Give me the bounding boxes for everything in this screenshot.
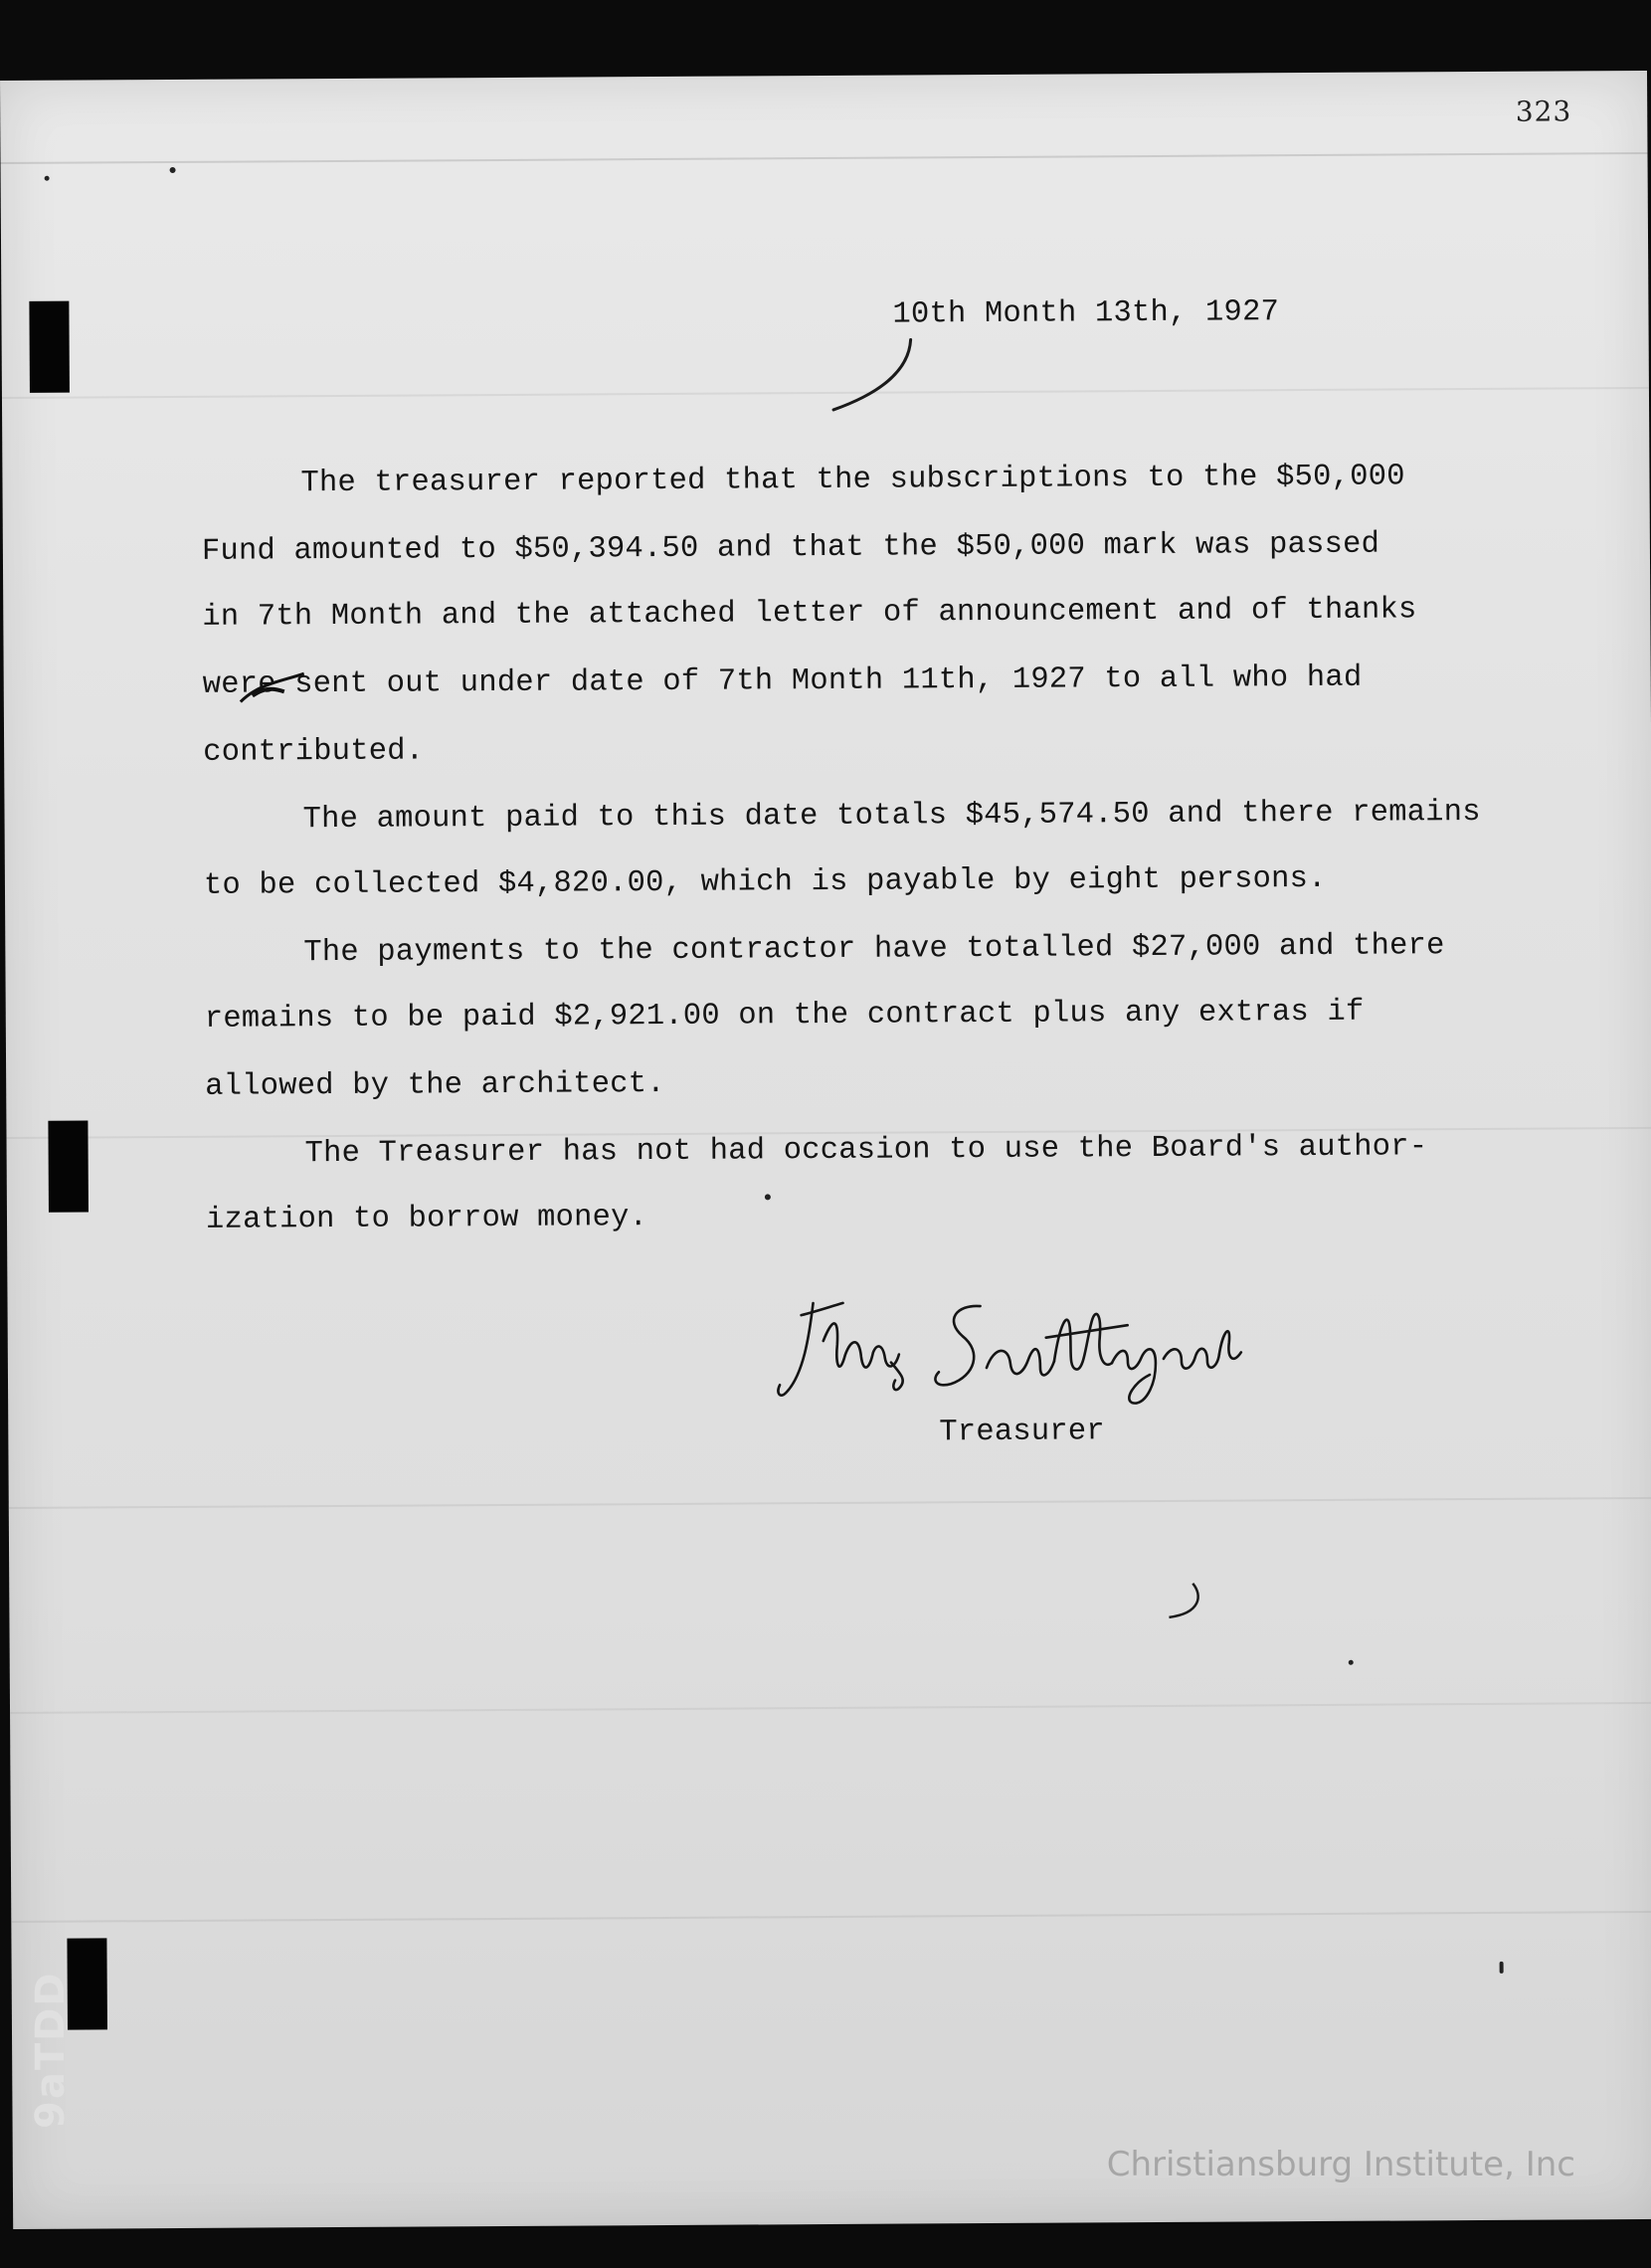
archive-watermark: Christiansburg Institute, Inc bbox=[1106, 2145, 1575, 2184]
archive-side-code: 9aTDD bbox=[28, 1971, 74, 2129]
document-page bbox=[0, 71, 1651, 2229]
rule-line bbox=[9, 1497, 1651, 1509]
rule-line bbox=[2, 387, 1649, 399]
dust-speck bbox=[45, 176, 50, 181]
paragraph-1-line-5: contributed. bbox=[203, 734, 425, 770]
handwritten-signature bbox=[773, 1282, 1291, 1424]
paragraph-3-line-3: allowed by the architect. bbox=[205, 1066, 665, 1104]
handwritten-correction-mark bbox=[235, 665, 314, 715]
dust-speck bbox=[1349, 1660, 1354, 1665]
pen-stroke-mark bbox=[1163, 1578, 1212, 1627]
page-number: 323 bbox=[1515, 94, 1572, 128]
paragraph-1-line-2: Fund amounted to $50,394.50 and that the $50,000 mark was passed bbox=[201, 527, 1380, 569]
pen-stroke-mark bbox=[829, 331, 930, 422]
rule-line bbox=[10, 1702, 1651, 1714]
paragraph-1-line-4: were sent out under date of 7th Month 11th, 1927 to all who had bbox=[202, 661, 1363, 702]
paragraph-3-line-2: remains to be paid $2,921.00 on the contract plus any extras if bbox=[204, 995, 1365, 1037]
index-tab-mark bbox=[48, 1121, 89, 1213]
index-tab-mark bbox=[29, 301, 70, 393]
paragraph-4-line-2: ization to borrow money. bbox=[205, 1201, 648, 1237]
dust-speck bbox=[765, 1194, 771, 1200]
dust-speck bbox=[1500, 1962, 1504, 1974]
paragraph-2-line-1: The amount paid to this date totals $45,574.50 and there remains bbox=[302, 795, 1481, 838]
paragraph-2-line-2: to be collected $4,820.00, which is payable by eight persons. bbox=[203, 861, 1327, 903]
paragraph-4-line-1: The Treasurer has not had occasion to use the Board's author- bbox=[304, 1130, 1428, 1172]
rule-line bbox=[11, 1911, 1651, 1923]
signature-title: Treasurer bbox=[939, 1415, 1105, 1450]
paragraph-3-line-1: The payments to the contractor have totalled $27,000 and there bbox=[303, 929, 1445, 971]
paragraph-1-line-3: in 7th Month and the attached letter of announcement and of thanks bbox=[202, 593, 1417, 635]
dust-speck bbox=[170, 167, 176, 173]
paragraph-1-line-1: The treasurer reported that the subscriptions to the $50,000 bbox=[300, 460, 1405, 501]
rule-line bbox=[1, 152, 1648, 164]
document-date: 10th Month 13th, 1927 bbox=[892, 295, 1280, 332]
